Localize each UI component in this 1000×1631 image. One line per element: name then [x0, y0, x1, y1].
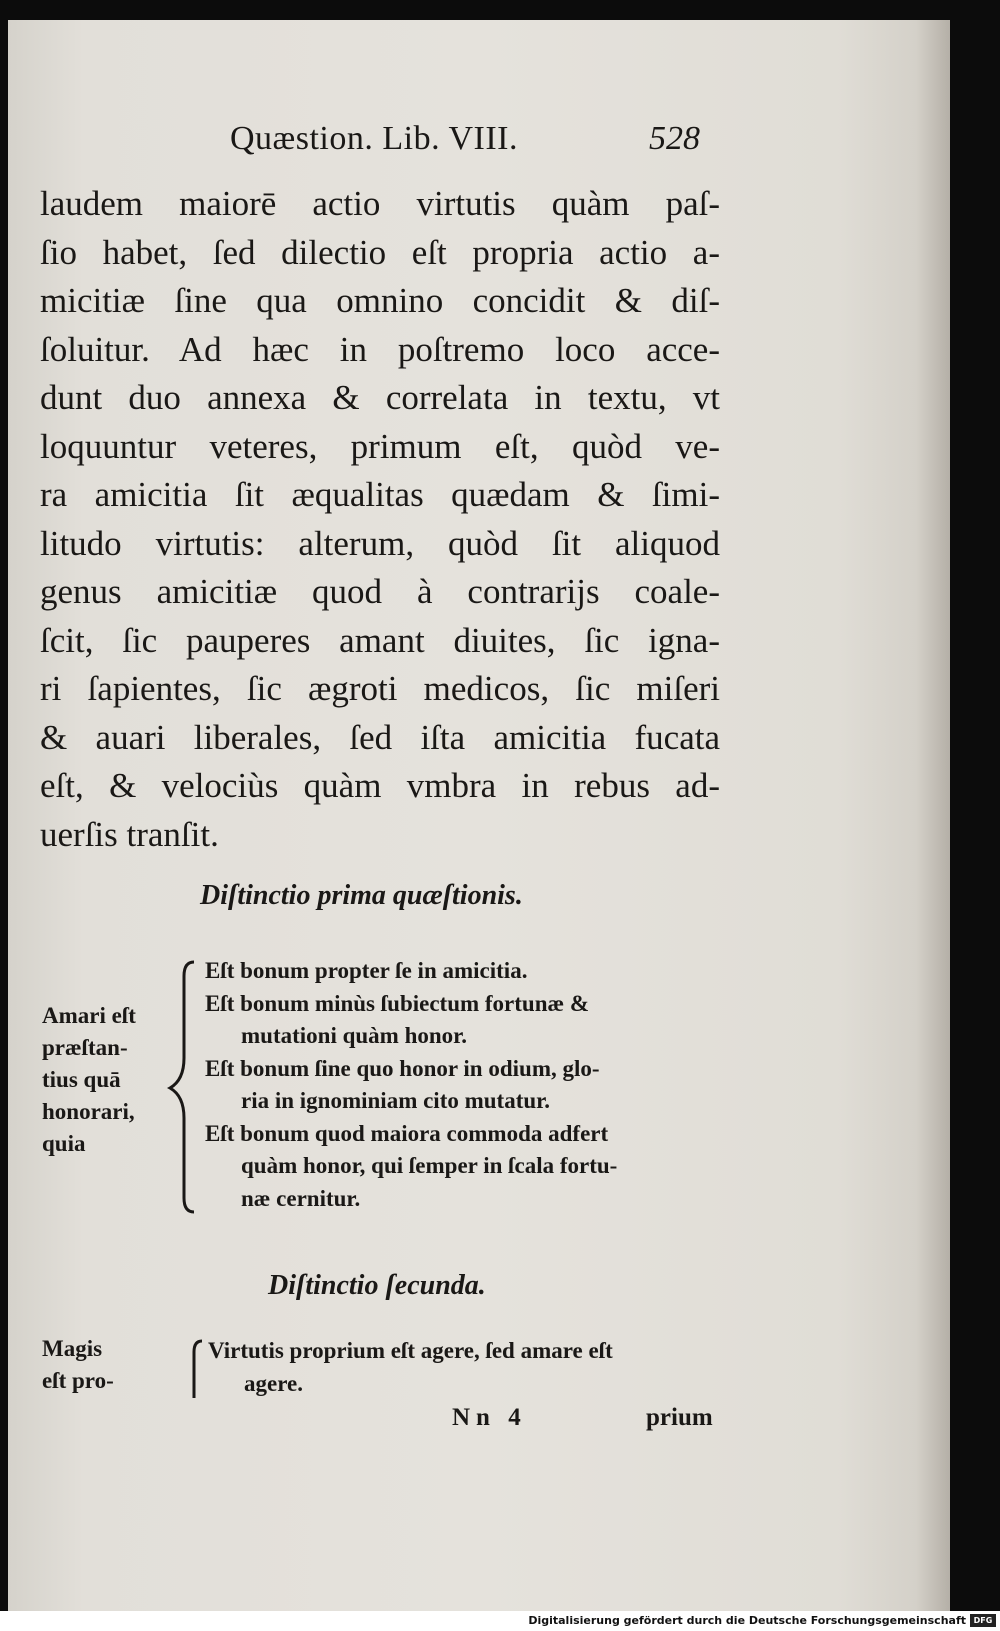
footer-text: Digitalisierung gefördert durch die Deutsche Forschungsgemeinschaft: [528, 1614, 966, 1627]
text-line: laudem maiorē actio virtutis quàm paſ-: [40, 184, 720, 223]
item-line: Eſt bonum minùs ſubiectum fortunæ &: [205, 990, 590, 1016]
bracket-icon: [186, 1338, 206, 1402]
lemma-line: Amari eſt: [42, 1003, 136, 1028]
digitization-footer: [0, 1611, 1000, 1631]
page-edge-shadow: [916, 20, 950, 1611]
text-line: ra amicitia ſit æqualitas quædam & ſimi-: [40, 475, 720, 514]
text-line: loquuntur veteres, primum eſt, quòd ve-: [40, 426, 720, 466]
distinctio-secunda-items: [208, 1335, 728, 1400]
distinctio-prima-items: [205, 955, 725, 1215]
text-line: genus amicitiæ quod à contrarijs coale-: [40, 572, 720, 611]
catchword: prium: [646, 1404, 713, 1431]
item-line: quàm honor, qui ſemper in ſcala fortu-: [241, 1153, 618, 1178]
text-line: ſoluitur. Ad hæc in poſtremo loco acce-: [40, 329, 720, 369]
lemma-line: eſt pro-: [42, 1368, 114, 1393]
item-line: Eſt bonum ſine quo honor in odium, glo-: [205, 1055, 600, 1081]
distinctio-prima-lemma: [42, 1000, 172, 1160]
page-number: 528: [649, 120, 700, 157]
running-header: [230, 120, 700, 160]
lemma-line: Magis: [42, 1336, 103, 1361]
signature-mark: Nn 4: [452, 1404, 527, 1431]
dfg-logo: DFG: [970, 1614, 996, 1627]
item-line: ria in ignominiam cito mutatur.: [241, 1088, 551, 1113]
running-title: Quæstion. Lib. VIII.: [230, 120, 518, 157]
text-line: dunt duo annexa & correlata in textu, vt: [40, 378, 720, 417]
lemma-line: honorari,: [42, 1099, 135, 1124]
item-line: Virtutis proprium eſt agere, ſed amare eſt: [208, 1338, 613, 1363]
text-line: micitiæ ſine qua omnino concidit & diſ-: [40, 281, 720, 320]
lemma-line: tius quā: [42, 1067, 121, 1092]
item-line: agere.: [244, 1370, 303, 1396]
item-line: Eſt bonum propter ſe in amicitia.: [205, 958, 528, 983]
distinctio-secunda-heading: Diſtinctio ſecunda.: [268, 1270, 486, 1301]
lemma-line: præſtan-: [42, 1035, 128, 1060]
text-line: ſio habet, ſed dilectio eſt propria actio a-: [40, 232, 720, 272]
text-line: uerſis tranſit.: [40, 814, 219, 854]
item-line: Eſt bonum quod maiora commoda adfert: [205, 1120, 609, 1146]
distinctio-secunda-lemma: [42, 1333, 172, 1397]
text-line: & auari liberales, ſed iſta amicitia fucata: [40, 717, 720, 757]
curly-brace-icon: [164, 958, 204, 1218]
distinctio-prima-heading: Diſtinctio prima quæſtionis.: [200, 880, 523, 911]
lemma-line: quia: [42, 1131, 86, 1156]
item-line: næ cernitur.: [241, 1185, 361, 1211]
text-line: ri ſapientes, ſic ægroti medicos, ſic miſeri: [40, 669, 720, 708]
item-line: mutationi quàm honor.: [241, 1023, 468, 1048]
main-text: [40, 180, 720, 859]
text-line: litudo virtutis: alterum, quòd ſit aliquod: [40, 523, 720, 563]
text-line: eſt, & velociùs quàm vmbra in rebus ad-: [40, 766, 720, 805]
text-line: ſcit, ſic pauperes amant diuites, ſic igna-: [40, 620, 720, 660]
